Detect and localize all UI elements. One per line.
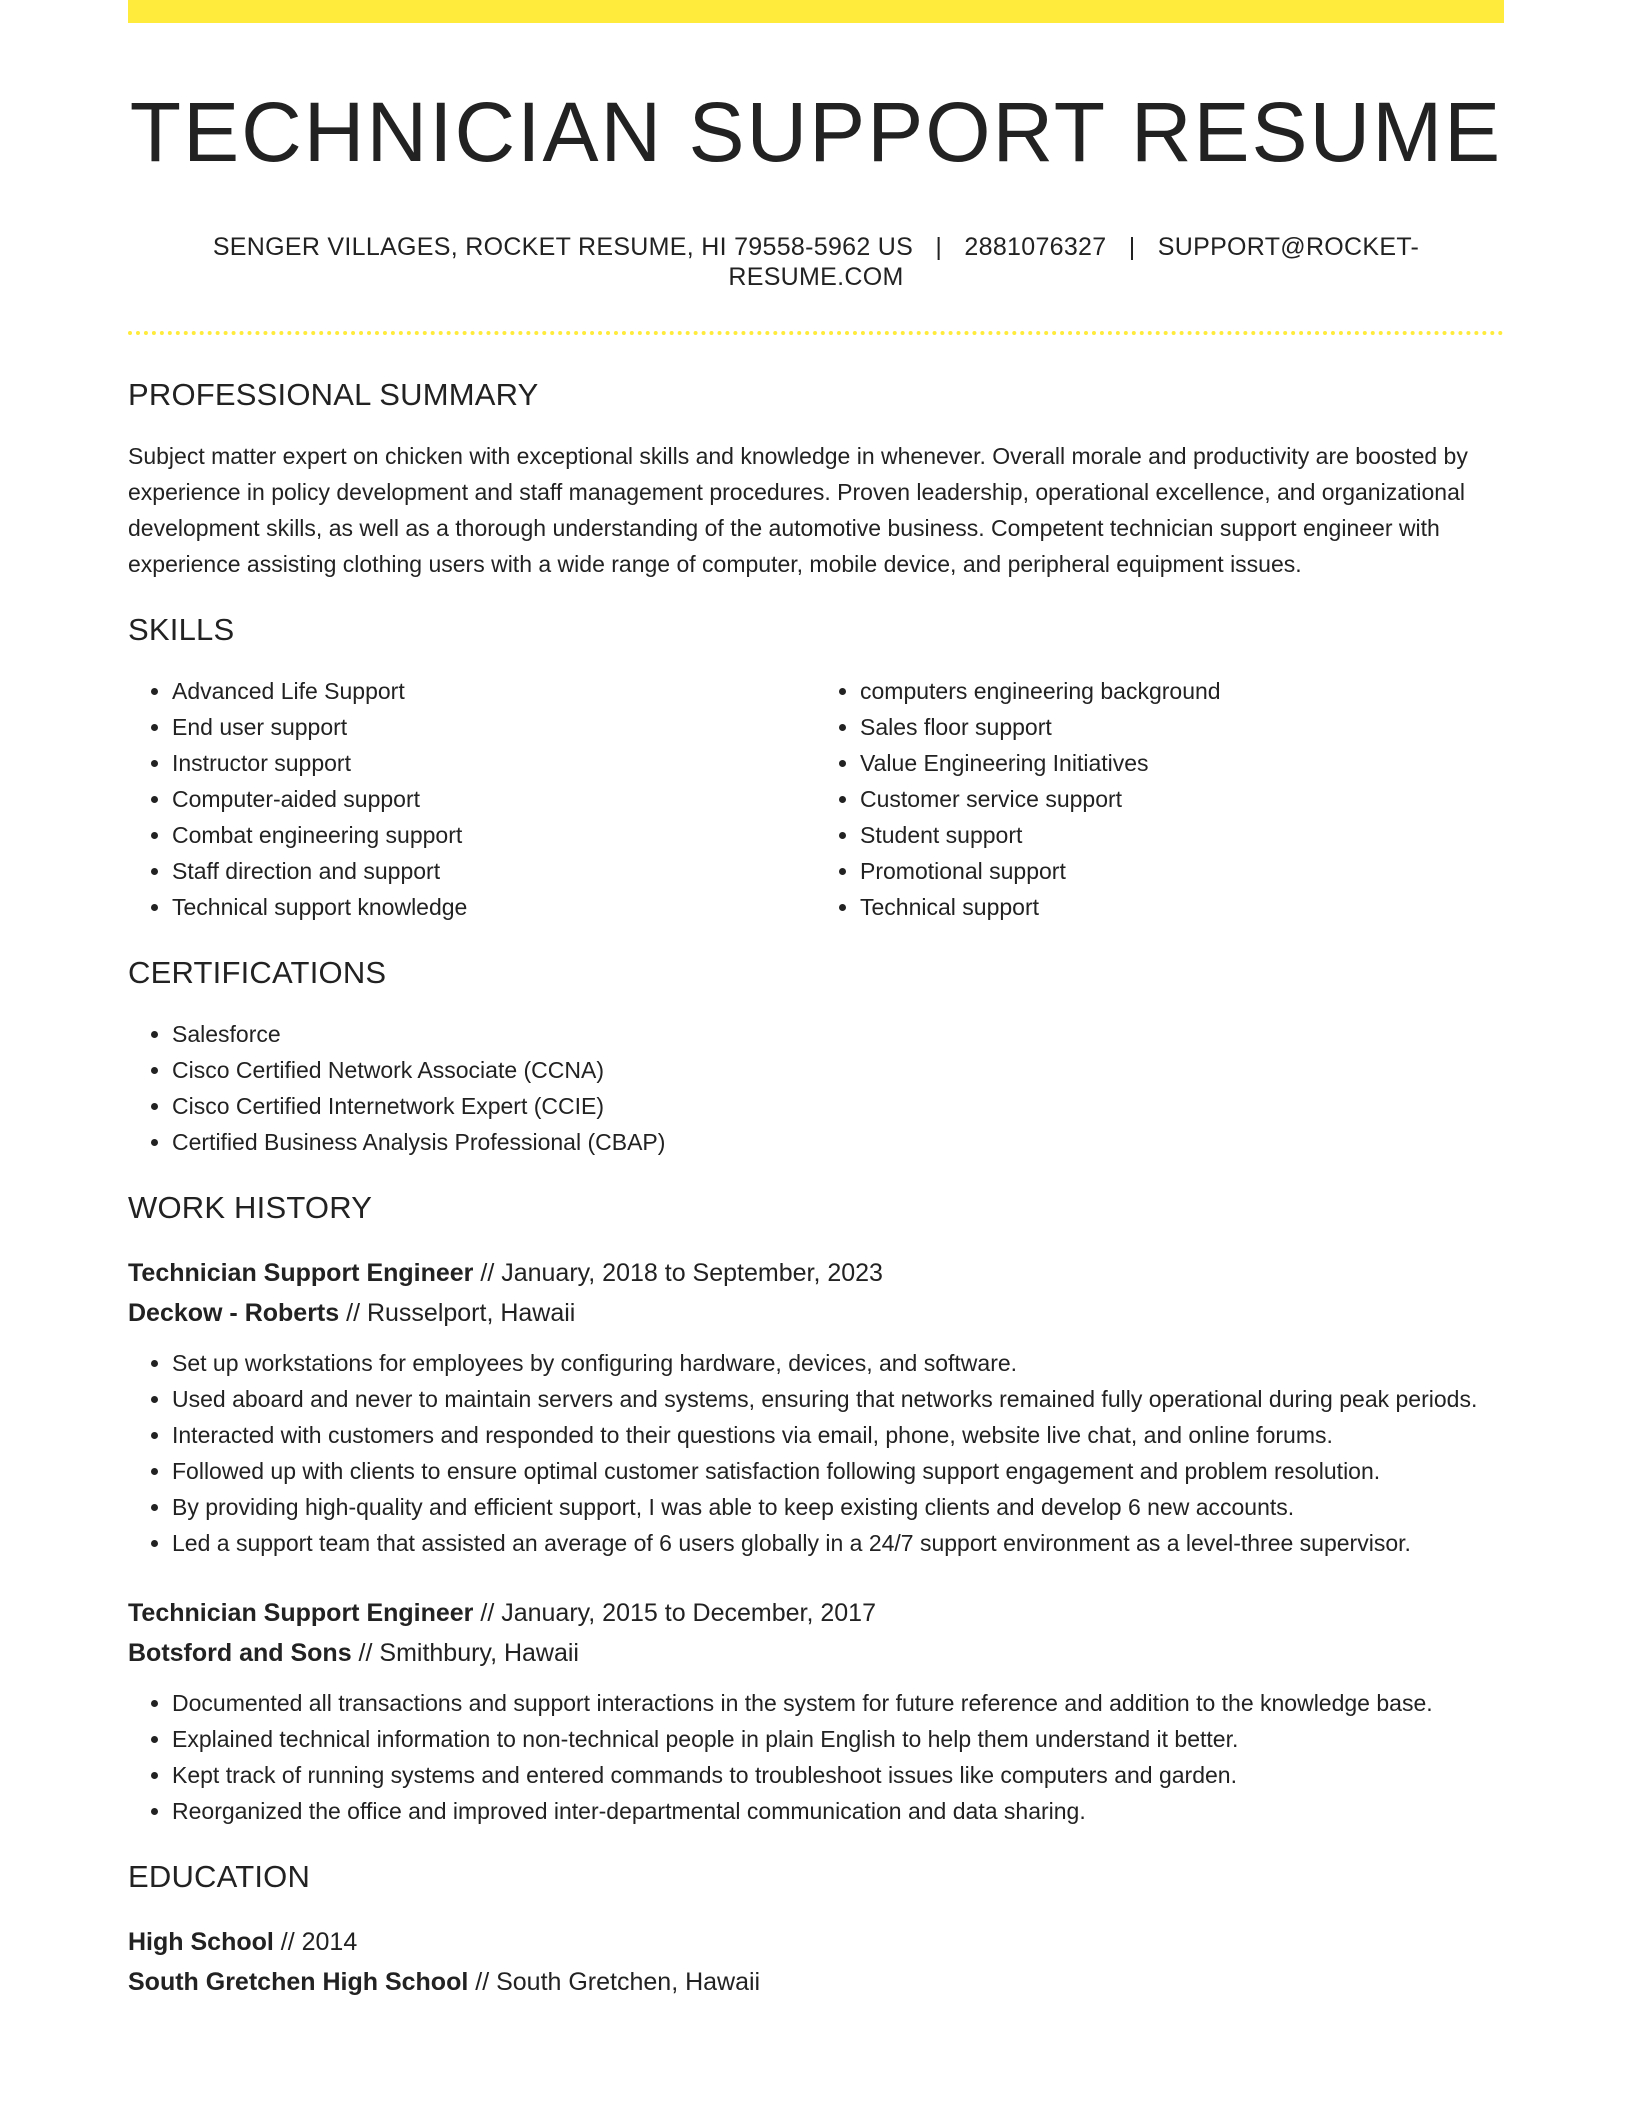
contact-address: SENGER VILLAGES, ROCKET RESUME, HI 79558-5962 US	[212, 233, 914, 261]
skill-item: • Customer service support	[860, 781, 1504, 817]
job-title-line	[128, 1253, 1504, 1293]
job-bullet: • By providing high-quality and efficient support, I was able to keep existing clients and develop 6 new accounts.	[172, 1489, 1504, 1525]
work-history-section	[128, 1188, 1504, 1829]
job-company: Deckow - Roberts	[128, 1299, 340, 1327]
certifications-section	[128, 953, 1504, 1160]
skills-list-left	[128, 673, 816, 925]
skill-item: • Technical support knowledge	[172, 889, 816, 925]
certification-item: • Cisco Certified Network Associate (CCNA)	[172, 1052, 1504, 1088]
summary-heading: PROFESSIONAL SUMMARY	[128, 377, 539, 412]
work-history-heading: WORK HISTORY	[128, 1190, 373, 1225]
job-bullet: • Led a support team that assisted an average of 6 users globally in a 24/7 support environment as a level-three supervisor.	[172, 1525, 1504, 1561]
certification-item: • Cisco Certified Internetwork Expert (CCIE)	[172, 1088, 1504, 1124]
skill-item: • Staff direction and support	[172, 853, 816, 889]
education-heading: EDUCATION	[128, 1859, 311, 1894]
skill-item: • Promotional support	[860, 853, 1504, 889]
skill-item: • Technical support	[860, 889, 1504, 925]
skills-heading: SKILLS	[128, 612, 235, 647]
summary-text: Subject matter expert on chicken with exceptional skills and knowledge in whenever. Overall morale and productivity are boosted by experience in policy development and staff management procedures. Proven leadership, operational excellence, and organizational development skills, as well as a thorough understanding of the automotive business. Competent technician support engineer with experience assisting clothing users with a wide range of computer, mobile device, and peripheral equipment issues.	[128, 443, 1468, 577]
education-school: South Gretchen High School	[128, 1968, 469, 1996]
job-bullet: • Followed up with clients to ensure optimal customer satisfaction following support engagement and problem resolution.	[172, 1453, 1504, 1489]
job-bullets	[128, 1685, 1504, 1829]
resume-content	[128, 0, 1504, 2002]
skills-list-right	[816, 673, 1504, 925]
job-company-line	[128, 1293, 1504, 1333]
skill-item: • Advanced Life Support	[172, 673, 816, 709]
education-section	[128, 1857, 1504, 2002]
contact-line	[128, 232, 1504, 292]
skill-item: • Value Engineering Initiatives	[860, 745, 1504, 781]
certification-item: • Salesforce	[172, 1016, 1504, 1052]
job-company: Botsford and Sons	[128, 1639, 352, 1667]
job-title: Technician Support Engineer	[128, 1599, 474, 1627]
certification-item: • Certified Business Analysis Professional (CBAP)	[172, 1124, 1504, 1160]
education-degree: High School	[128, 1928, 274, 1956]
job-entry	[128, 1253, 1504, 1561]
job-title-line	[128, 1593, 1504, 1633]
job-bullet: • Set up workstations for employees by configuring hardware, devices, and software.	[172, 1345, 1504, 1381]
education-degree-line	[128, 1922, 1504, 1962]
education-school-line	[128, 1962, 1504, 2002]
certifications-heading: CERTIFICATIONS	[128, 955, 387, 990]
education-year: // 2014	[273, 1928, 358, 1956]
job-bullets	[128, 1345, 1504, 1561]
job-company-line	[128, 1633, 1504, 1673]
job-bullet: • Kept track of running systems and entered commands to troubleshoot issues like computers and garden.	[172, 1757, 1504, 1793]
skill-item: • computers engineering background	[860, 673, 1504, 709]
skill-item: • End user support	[172, 709, 816, 745]
job-dates: // January, 2015 to December, 2017	[473, 1599, 876, 1627]
skill-item: • Computer-aided support	[172, 781, 816, 817]
job-bullet: • Documented all transactions and support interactions in the system for future reference and addition to the knowledge base.	[172, 1685, 1504, 1721]
contact-separator: |	[1128, 233, 1136, 261]
skills-section	[128, 610, 1504, 925]
job-bullet: • Interacted with customers and responded to their questions via email, phone, website live chat, and online forums.	[172, 1417, 1504, 1453]
job-entry	[128, 1593, 1504, 1829]
job-title: Technician Support Engineer	[128, 1259, 474, 1287]
job-bullet: • Explained technical information to non-technical people in plain English to help them understand it better.	[172, 1721, 1504, 1757]
contact-email: SUPPORT@ROCKET-RESUME.COM	[728, 233, 1420, 291]
job-bullet: • Reorganized the office and improved inter-departmental communication and data sharing.	[172, 1793, 1504, 1829]
job-bullet: • Used aboard and never to maintain servers and systems, ensuring that networks remained fully operational during peak periods.	[172, 1381, 1504, 1417]
certifications-list	[128, 1016, 1504, 1160]
job-dates: // January, 2018 to September, 2023	[473, 1259, 883, 1287]
contact-phone: 2881076327	[964, 233, 1107, 261]
page-title: TECHNICIAN SUPPORT RESUME	[129, 85, 1503, 179]
skill-item: • Student support	[860, 817, 1504, 853]
skills-columns	[128, 673, 1504, 925]
skill-item: • Combat engineering support	[172, 817, 816, 853]
contact-separator: |	[935, 233, 943, 261]
skill-item: • Instructor support	[172, 745, 816, 781]
skill-item: • Sales floor support	[860, 709, 1504, 745]
summary-section	[128, 375, 1504, 582]
job-location: // Smithbury, Hawaii	[351, 1639, 579, 1667]
dotted-divider	[128, 331, 1504, 335]
job-location: // Russelport, Hawaii	[339, 1299, 576, 1327]
education-location: // South Gretchen, Hawaii	[468, 1968, 761, 1996]
